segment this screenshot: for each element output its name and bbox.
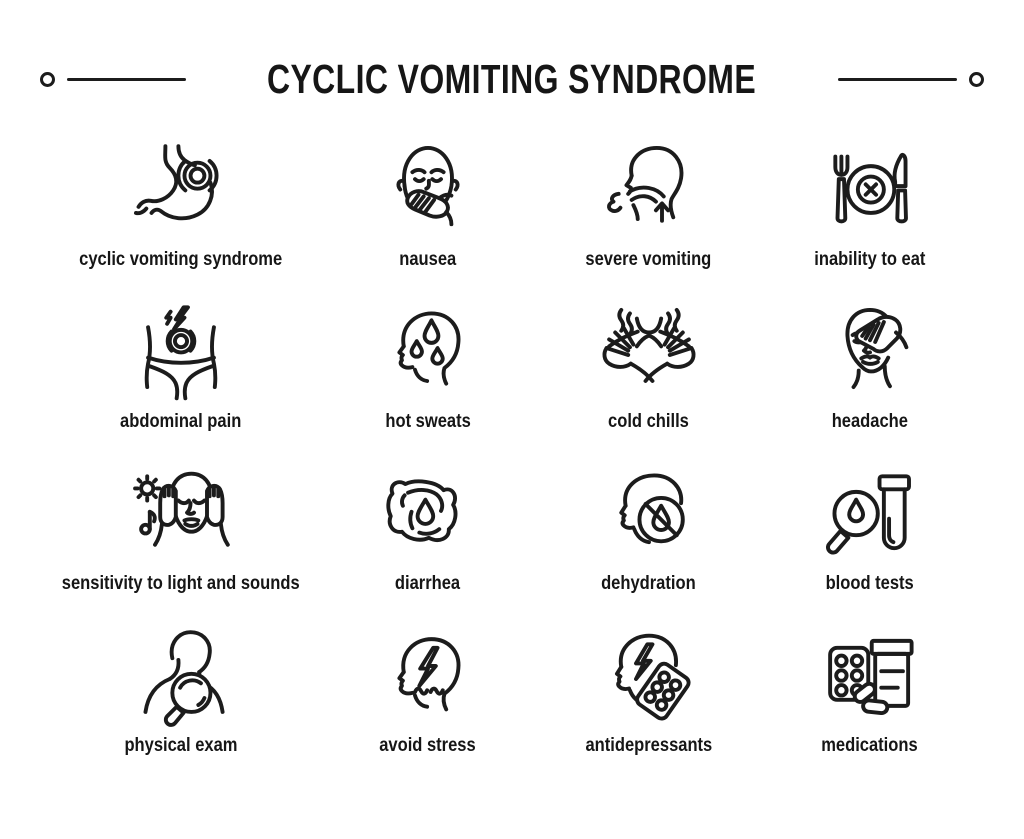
symptom-label: headache	[831, 411, 908, 432]
no-water-head-icon	[597, 465, 701, 569]
symptom-card	[44, 465, 317, 617]
symptom-label: cyclic vomiting syndrome	[79, 249, 283, 270]
symptom-card	[317, 627, 538, 779]
symptom-label: abdominal pain	[120, 411, 242, 432]
magnifier-body-icon	[129, 627, 233, 731]
abdominal-pain-icon	[129, 303, 233, 407]
hand-on-forehead-icon	[818, 303, 922, 407]
symptom-label: avoid stress	[379, 735, 477, 756]
hand-over-mouth-icon	[376, 141, 480, 245]
left-end-circle	[40, 72, 55, 87]
symptom-label: antidepressants	[585, 735, 713, 756]
covering-ears-icon	[129, 465, 233, 569]
symptom-label: blood tests	[825, 573, 914, 594]
symptom-label: cold chills	[608, 411, 690, 432]
symptom-label: dehydration	[601, 573, 697, 594]
symptom-label: sensitivity to light and sounds	[61, 573, 300, 594]
medications-icon	[818, 627, 922, 731]
symptom-label: inability to eat	[813, 249, 926, 270]
symptom-card	[317, 465, 538, 617]
symptom-card	[538, 303, 759, 455]
symptom-card	[538, 141, 759, 293]
pills-head-icon	[597, 627, 701, 731]
symptom-card	[538, 627, 759, 779]
right-end-circle	[969, 72, 984, 87]
symptom-card	[44, 627, 317, 779]
symptom-card	[317, 141, 538, 293]
symptom-card	[44, 303, 317, 455]
symptom-card	[44, 141, 317, 293]
page-title: CYCLIC VOMITING SYNDROME	[267, 56, 757, 102]
blood-test-icon	[818, 465, 922, 569]
crossed-plate-icon	[818, 141, 922, 245]
symptom-label: physical exam	[124, 735, 238, 756]
symptom-label: diarrhea	[395, 573, 461, 594]
symptom-card	[538, 465, 759, 617]
symptom-label: severe vomiting	[585, 249, 712, 270]
symptom-grid	[0, 141, 1024, 779]
symptom-card	[317, 303, 538, 455]
symptom-label: medications	[821, 735, 918, 756]
right-divider-line	[838, 78, 957, 81]
intestine-drop-icon	[376, 465, 480, 569]
sweating-head-icon	[376, 303, 480, 407]
vomiting-head-icon	[597, 141, 701, 245]
title-bar	[0, 0, 1024, 103]
symptom-label: nausea	[399, 249, 457, 270]
shivering-body-icon	[597, 303, 701, 407]
stress-head-icon	[376, 627, 480, 731]
left-divider-line	[67, 78, 186, 81]
symptom-card	[759, 141, 980, 293]
symptom-label: hot sweats	[385, 411, 471, 432]
symptom-card	[759, 627, 980, 779]
symptom-card	[759, 303, 980, 455]
symptom-card	[759, 465, 980, 617]
stomach-pain-icon	[129, 141, 233, 245]
